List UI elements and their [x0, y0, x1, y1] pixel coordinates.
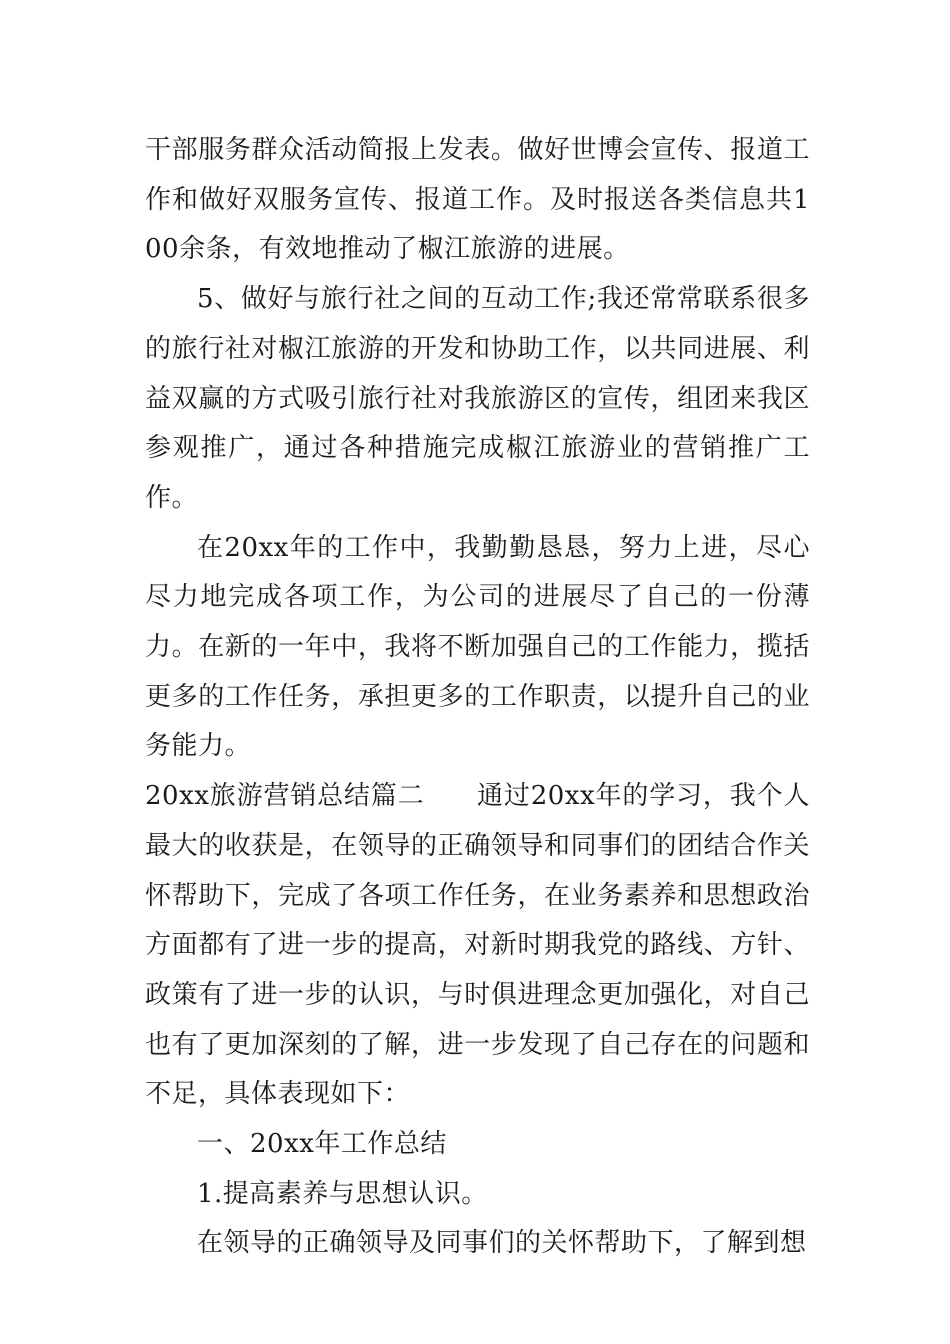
section-two — [145, 772, 810, 1120]
paragraph-leadership: 在领导的正确领导及同事们的关怀帮助下，了解到想 — [197, 1228, 807, 1259]
paragraph-travel-agency: 5、做好与旅行社之间的互动工作;我还常常联系很多的旅行社对椒江旅游的开发和协助工作，以共同进展、利益双赢的方式吸引旅行社对我旅游区的宣传，组团来我区参观推广，通过各种措施完成椒江旅游业的营销推广工作。 — [145, 284, 810, 513]
paragraph-year-summary: 在20xx年的工作中，我勤勤恳恳，努力上进，尽心尽力地完成各项工作，为公司的进展尽了自己的一份薄力。在新的一年中，我将不断加强自己的工作能力，揽括更多的工作任务，承担更多的工作职责，以提升自己的业务能力。 — [145, 532, 810, 762]
outline-heading-work-summary: 一、20xx年工作总结 — [197, 1129, 447, 1160]
section-two-heading: 20xx旅游营销总结篇二 — [145, 781, 425, 812]
document-body — [145, 126, 810, 1269]
paragraph-publicity-report: 干部服务群众活动简报上发表。做好世博会宣传、报道工作和做好双服务宣传、报道工作。及时报送各类信息共100余条，有效地推动了椒江旅游的进展。 — [145, 135, 810, 265]
outline-heading-improve-quality: 1.提高素养与思想认识。 — [197, 1178, 488, 1209]
section-two-body: 通过20xx年的学习，我个人最大的收获是，在领导的正确领导和同事们的团结合作关怀帮助下，完成了各项工作任务，在业务素养和思想政治方面都有了进一步的提高，对新时期我党的路线、方针、政策有了进一步的认识，与时俱进理念更加强化，对自己也有了更加深刻的了解，进一步发现了自己存在的问题和不足，具体表现如下： — [145, 781, 810, 1110]
